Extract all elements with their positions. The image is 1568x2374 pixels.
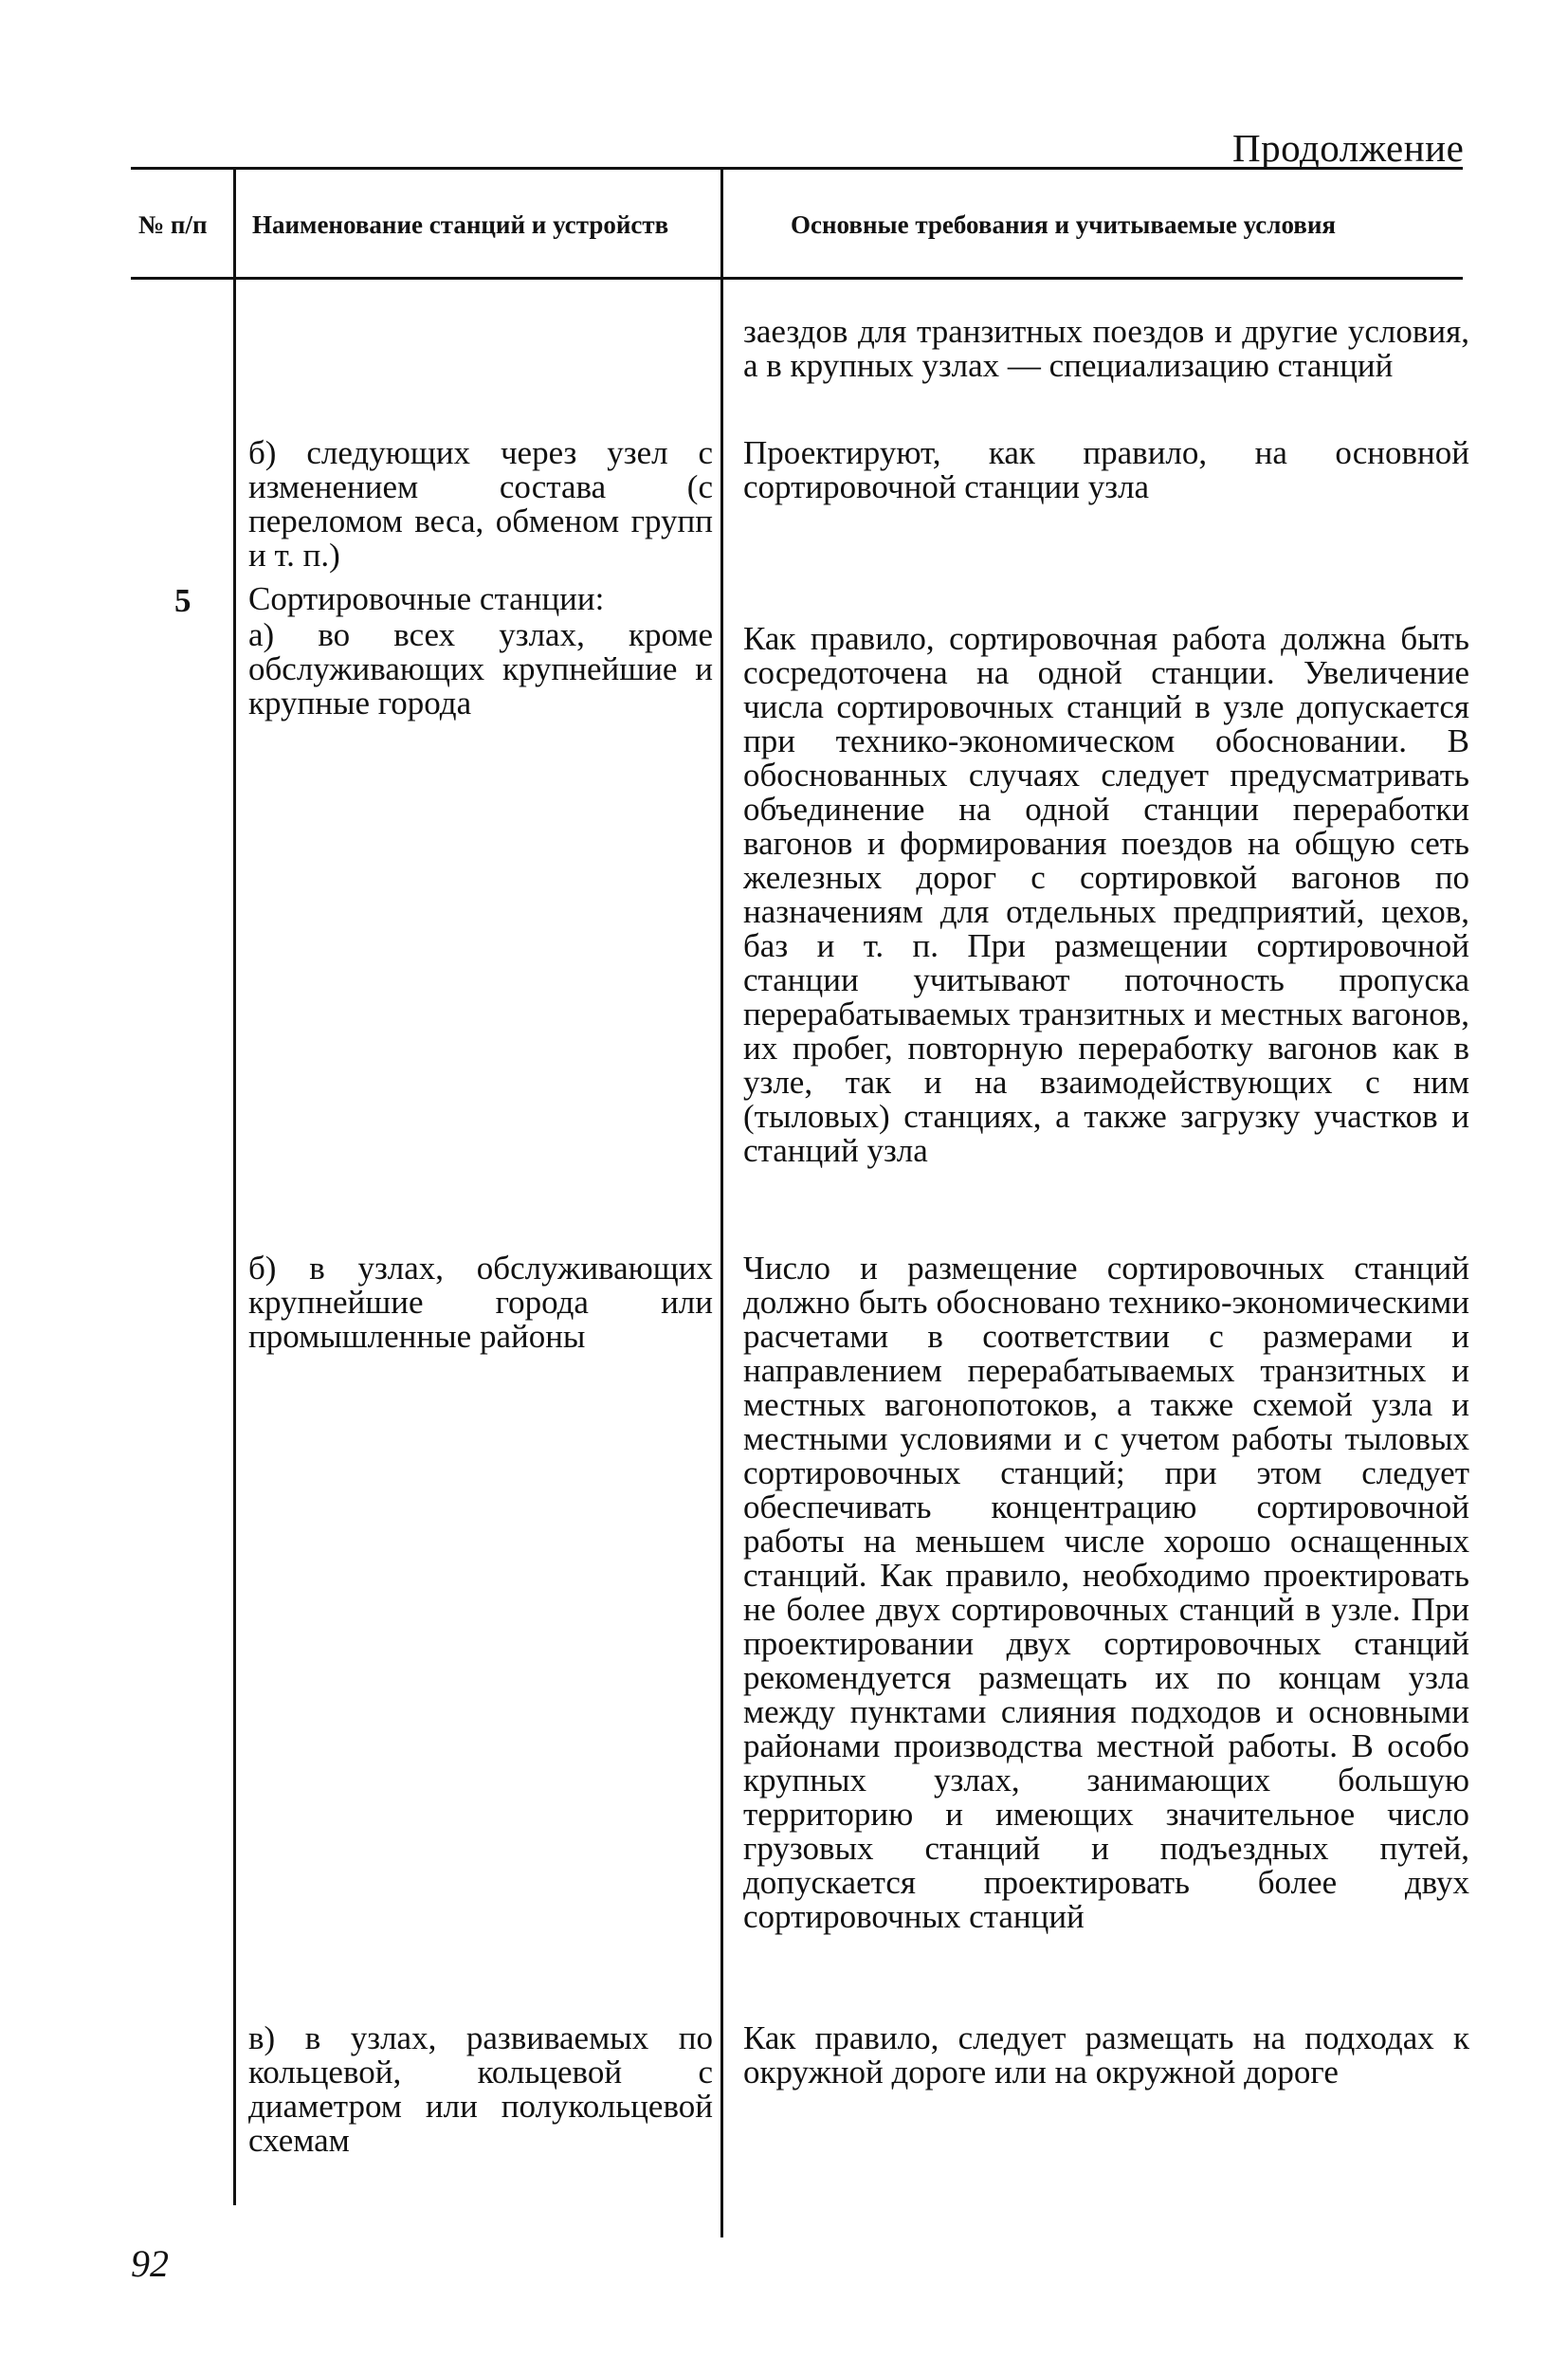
row-3-name: а) во всех узлах, кроме обслуживающих крупнейшие и крупные города bbox=[248, 616, 713, 721]
column-divider-2 bbox=[720, 167, 723, 2237]
header-num: № п/п bbox=[138, 210, 208, 239]
header-requirements: Основные требования и учитываемые условия bbox=[791, 210, 1337, 239]
continuation-label: Продолжение bbox=[1232, 126, 1465, 170]
row-4-requirements: Число и размещение сортировочных станций должно быть обосновано технико-экономическими расчетами в соответствии с размерами и направлением перерабатываемых транзитных и местных вагонопотоков, а также схемой узла и местными условиями и с учетом работы тыловых сортировочных станций; при этом следует обеспечивать концентрацию сортировочной работы на меньшем числе хорошо оснащенных станций. Как правило, необходимо проектировать не более двух сортировочных станций в узле. При проектировании двух сортировочных станций рекомендуется размещать их по концам узла между пунктами слияния подходов и основными районами производства местной работы. В особо крупных узлах, занимающих большую территорию и имеющих значительное число грузовых станций и подъездных путей, допускается проектировать более двух сортировочных станций bbox=[743, 1250, 1469, 1935]
table-top-rule bbox=[131, 167, 1463, 170]
row-2-num: 5 bbox=[174, 582, 191, 619]
column-divider-1 bbox=[233, 167, 236, 2205]
row-2-name: Сортировочные станции: bbox=[248, 580, 605, 617]
row-1-requirements: Проектируют, как правило, на основной сортировочной станции узла bbox=[743, 434, 1469, 505]
row-0-requirements: заездов для транзитных поездов и другие условия, а в крупных узлах — специализацию станций bbox=[743, 313, 1469, 384]
page-number: 92 bbox=[131, 2242, 169, 2285]
row-5-requirements: Как правило, следует размещать на подходах к окружной дороге или на окружной дороге bbox=[743, 2019, 1469, 2091]
table-header-rule bbox=[131, 277, 1463, 280]
row-1-name: б) следующих через узел с изменением состава (с переломом веса, обменом групп и т. п.) bbox=[248, 434, 713, 574]
row-3-requirements: Как правило, сортировочная работа должна быть сосредоточена на одной станции. Увеличение числа сортировочных станций в узле допускается при технико-экономическом обосновании. В обоснованных случаях следует предусматривать объединение на одной станции переработки вагонов и формирования поездов на общую сеть железных дорог с сортировкой вагонов по назначениям для отдельных предприятий, цехов, баз и т. п. При размещении сортировочной станции учитывают поточность пропуска перерабатываемых транзитных и местных вагонов, их пробег, повторную переработку вагонов как в узле, так и на взаимодействующих с ним (тыловых) станциях, а также загрузку участков и станций узла bbox=[743, 620, 1469, 1169]
row-4-name: б) в узлах, обслуживающих крупнейшие города или промышленные районы bbox=[248, 1250, 713, 1355]
header-name: Наименование станций и устройств bbox=[252, 210, 669, 239]
row-5-name: в) в узлах, развиваемых по кольцевой, кольцевой с диаметром или полукольцевой схемам bbox=[248, 2019, 713, 2159]
